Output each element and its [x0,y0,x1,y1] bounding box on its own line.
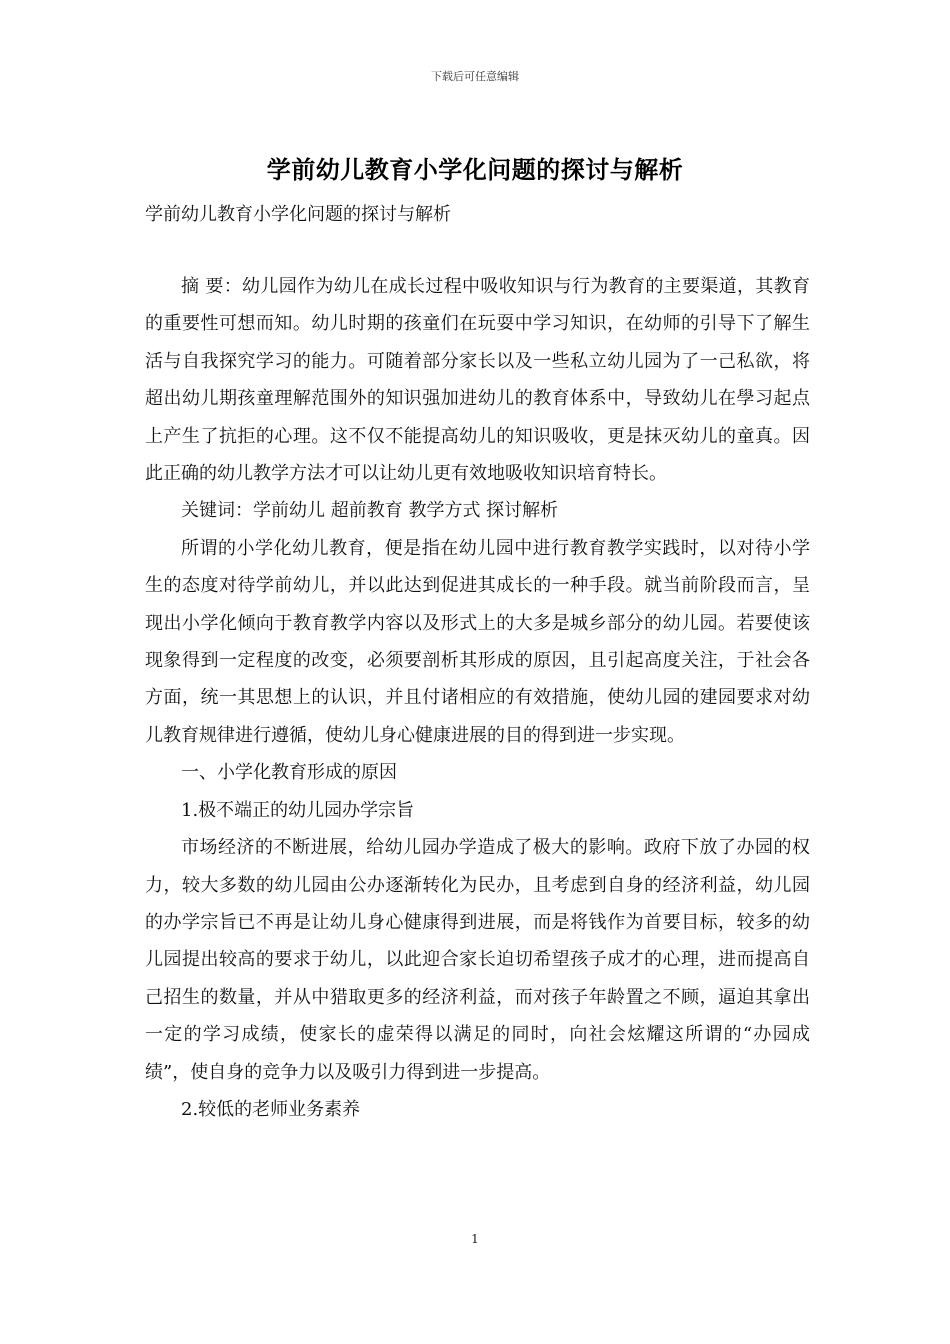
section-heading-1: 一、小学化教育形成的原因 [181,762,397,784]
page-number: 1 [471,1232,479,1246]
header-note: 下载后可任意编辑 [431,70,519,83]
keywords-paragraph: 关键词：学前幼儿 超前教育 教学方式 探讨解析 [181,500,559,522]
document-body [145,268,810,1128]
abstract-paragraph: 摘 要：幼儿园作为幼儿在成长过程中吸收知识与行为教育的主要渠道，其教育的重要性可想而知。幼儿时期的孩童们在玩耍中学习知识，在幼师的引导下了解生活与自我探究学习的能力。可随着部分家长以及一些私立幼儿园为了一己私欲，将超出幼儿期孩童理解范围外的知识强加进幼儿的教育体系中，导致幼儿在學习起点上产生了抗拒的心理。这不仅不能提高幼儿的知识吸收，更是抹灭幼儿的童真。因此正确的幼儿教学方法才可以让幼儿更有效地吸收知识培育特长。 [145,276,810,485]
subsection-heading-2: 2.较低的老师业务素养 [181,1098,361,1120]
intro-paragraph: 所谓的小学化幼儿教育，便是指在幼儿园中进行教育教学实践时，以对待小学生的态度对待学前幼儿，并以此达到促进其成长的一种手段。就当前阶段而言，呈现出小学化倾向于教育教学内容以及形式上的大多是城乡部分的幼儿园。若要使该现象得到一定程度的改变，必须要剖析其形成的原因，且引起高度关注，于社会各方面，统一其思想上的认识，并且付诸相应的有效措施，使幼儿园的建园要求对幼儿教育规律进行遵循，使幼儿身心健康进展的目的得到进一步实现。 [145,537,810,746]
subsection-heading-1: 1.极不端正的幼儿园办学宗旨 [181,799,415,821]
body-paragraph: 市场经济的不断进展，给幼儿园办学造成了极大的影响。政府下放了办园的权力，较大多数的幼儿园由公办逐渐转化为民办，且考虑到自身的经济利益，幼儿园的办学宗旨已不再是让幼儿身心健康得到进展，而是将钱作为首要目标，较多的幼儿园提出较高的要求于幼儿，以此迎合家长迫切希望孩子成才的心理，进而提高自己招生的数量，并从中猎取更多的经济利益，而对孩子年龄置之不顾，逼迫其拿出一定的学习成绩，使家长的虚荣得以满足的同时，向社会炫耀这所谓的“办园成绩”，使自身的竞争力以及吸引力得到进一步提高。 [145,837,810,1083]
document-subtitle: 学前幼儿教育小学化问题的探讨与解析 [145,204,451,225]
document-title: 学前幼儿教育小学化问题的探讨与解析 [266,155,684,184]
